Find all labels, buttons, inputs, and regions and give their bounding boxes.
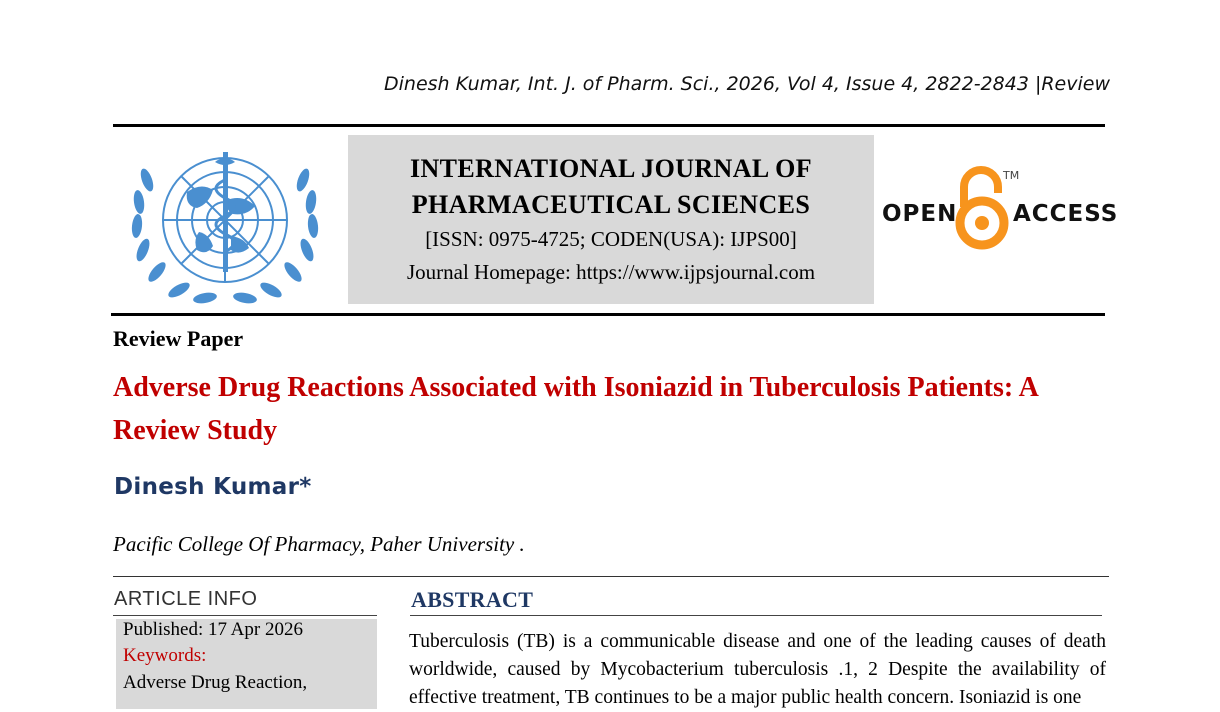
author-affiliation: Pacific College Of Pharmacy, Paher University . (113, 532, 525, 556)
journal-title-line2: PHARMACEUTICAL SCIENCES (411, 190, 811, 219)
open-access-open-text: OPEN (882, 201, 958, 227)
journal-homepage: Journal Homepage: https://www.ijpsjournal.com (406, 260, 816, 284)
journal-title-line1: INTERNATIONAL JOURNAL OF (409, 154, 813, 183)
journal-masthead (348, 135, 874, 304)
keywords-label: Keywords: (123, 645, 207, 666)
header-top-rule (113, 124, 1105, 127)
running-head: Dinesh Kumar, Int. J. of Pharm. Sci., 2026, Vol 4, Issue 4, 2822-2843 |Review (384, 73, 1110, 95)
keyword-item: Adverse Drug Reaction, (123, 672, 308, 693)
article-info-rule (113, 615, 377, 616)
section-divider (113, 576, 1109, 577)
journal-issn: [ISSN: 0975-4725; CODEN(USA): IJPS00] (425, 227, 797, 251)
author-name: Dinesh Kumar* (114, 474, 312, 500)
open-lock-icon (954, 165, 1010, 251)
trademark-mark: TM (1003, 169, 1020, 182)
abstract-rule (410, 615, 1102, 616)
open-access-access-text: ACCESS (1013, 201, 1119, 227)
abstract-text: Tuberculosis (TB) is a communicable disease and one of the leading causes of death worldwide, caused by Mycobacterium tuberculosis .1, 2 Despite the availability of effective treatment, TB continues to be a major public health concern. Isoniazid is one (409, 631, 1106, 708)
journal-title (348, 151, 874, 223)
published-date: Published: 17 Apr 2026 (123, 619, 303, 640)
header-bottom-rule (111, 313, 1105, 316)
journal-emblem-logo (127, 140, 323, 306)
paper-title: Adverse Drug Reactions Associated with Isoniazid in Tuberculosis Patients: A Review Study (113, 372, 1038, 446)
abstract-heading: ABSTRACT (411, 587, 534, 612)
article-info-box (116, 619, 377, 709)
paper-type-label: Review Paper (113, 326, 244, 351)
open-access-logo (880, 165, 1119, 255)
article-info-heading: ARTICLE INFO (114, 588, 258, 610)
